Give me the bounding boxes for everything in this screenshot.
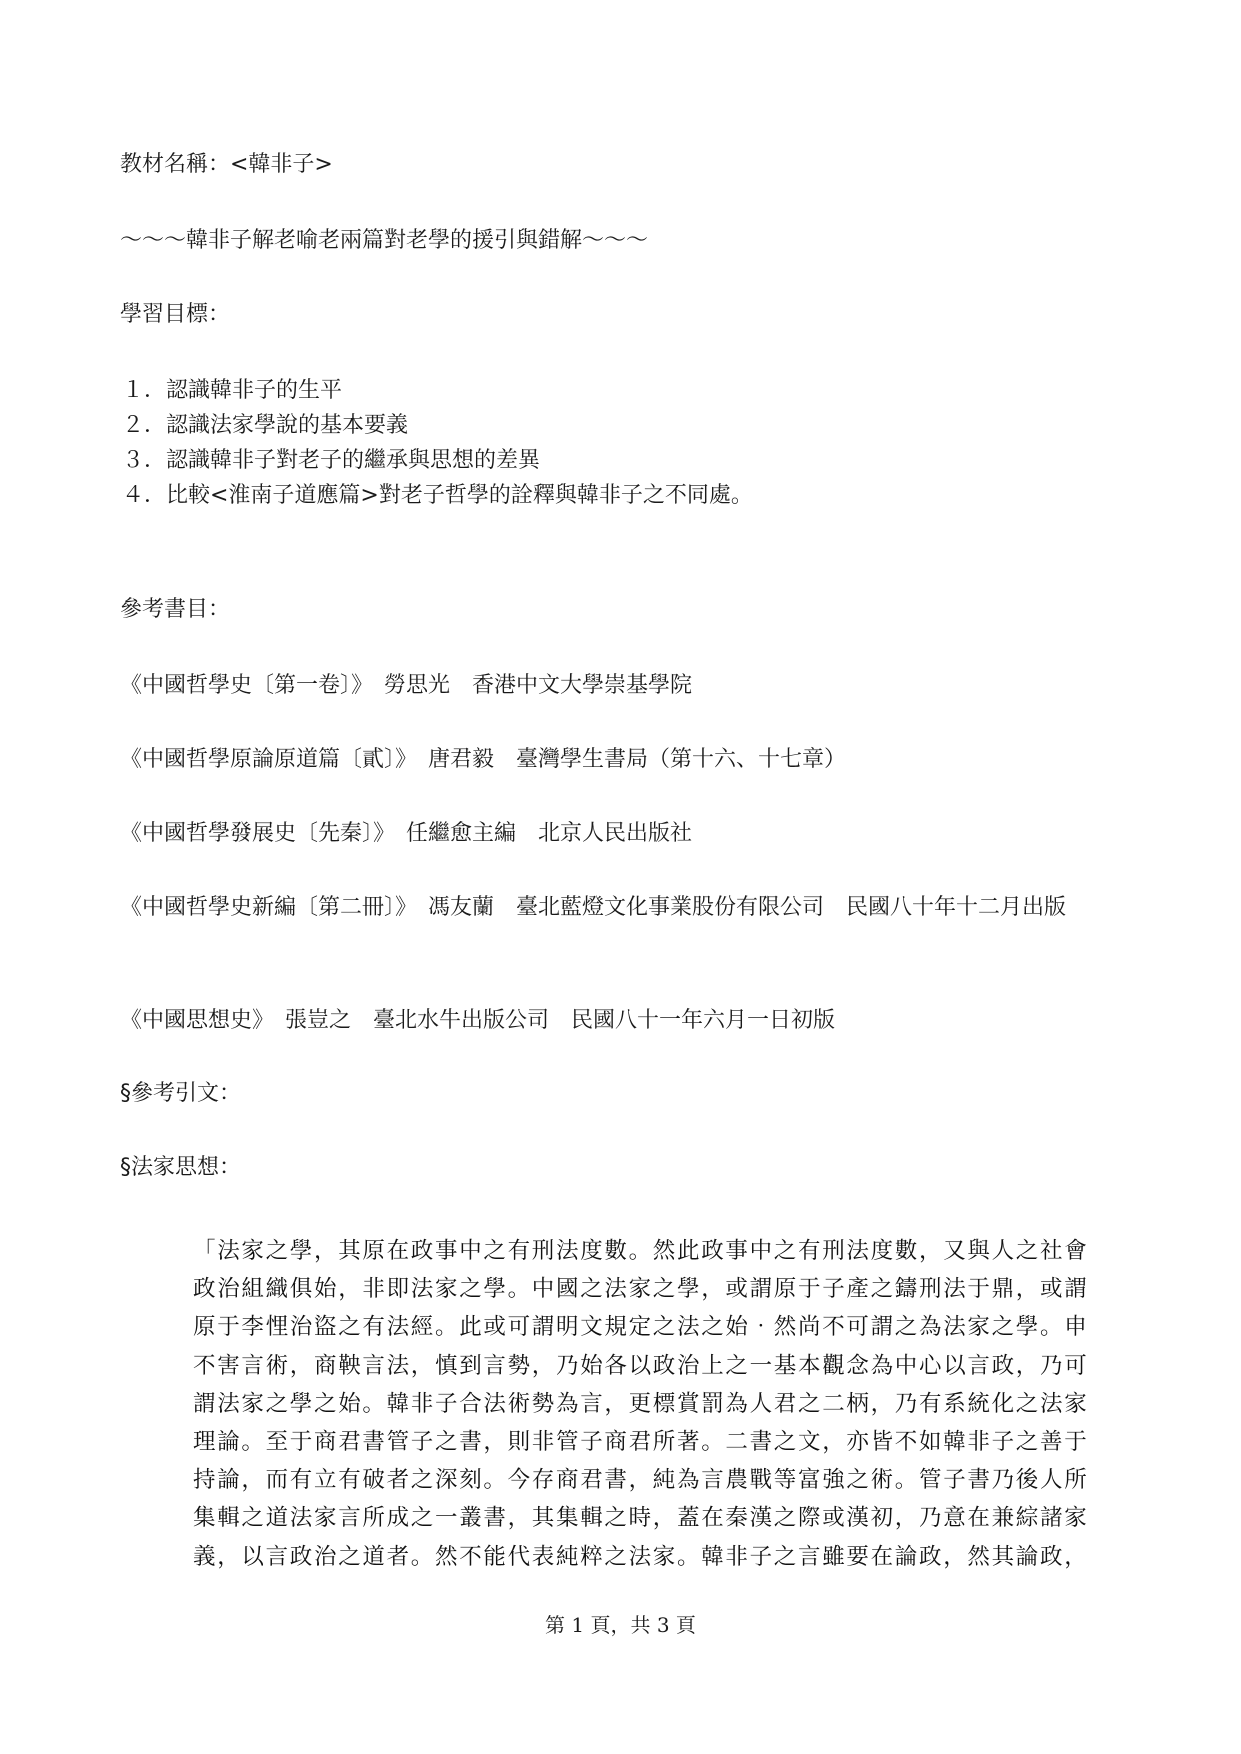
block-quote — [193, 1232, 1123, 1576]
legalism-heading: §法家思想： — [120, 1155, 242, 1180]
reference-item: 《中國哲學史〔第一卷〕》 勞思光 香港中文大學崇基學院 — [120, 673, 693, 698]
quote-line: 「法家之學，其原在政事中之有刑法度數。然此政事中之有刑法度數，又與人之社會 — [193, 1238, 1089, 1264]
citations-heading: §參考引文： — [120, 1081, 242, 1106]
reference-item: 《中國思想史》 張豈之 臺北水牛出版公司 民國八十一年六月一日初版 — [120, 1008, 836, 1033]
quote-line: 政治組織俱始，非即法家之學。中國之法家之學，或謂原于子產之鑄刑法于鼎，或謂 — [193, 1276, 1089, 1303]
quote-line: 義，以言政治之道者。然不能代表純粹之法家。韓非子之言雖要在論政，然其論政， — [193, 1543, 1089, 1570]
objective-item: ４．比較<淮南子道應篇>對老子哲學的詮釋與韓非子之不同處。 — [122, 483, 753, 508]
quote-line: 原于李悝治盜之有法經。此或可謂明文規定之法之始‧然尚不可謂之為法家之學。申 — [193, 1314, 1089, 1341]
references-heading: 參考書目： — [120, 597, 231, 622]
reference-item: 《中國哲學史新編〔第二冊〕》 馮友蘭 臺北藍燈文化事業股份有限公司 民國八十年十二月出版 — [120, 895, 1067, 920]
reference-item: 《中國哲學原論原道篇〔貳〕》 唐君毅 臺灣學生書局（第十六、十七章） — [120, 747, 847, 772]
document-subtitle: ～～～韓非子解老喻老兩篇對老學的援引與錯解～～～ — [120, 228, 649, 253]
textbook-title: 教材名稱：<韓非子> — [120, 152, 333, 177]
objectives-heading: 學習目標： — [120, 302, 231, 327]
reference-item: 《中國哲學發展史〔先秦〕》 任繼愈主編 北京人民出版社 — [120, 821, 693, 846]
quote-line: 謂法家之學之始。韓非子合法術勢為言，更標賞罰為人君之二柄，乃有系統化之法家 — [193, 1390, 1089, 1417]
objective-item: ３．認識韓非子對老子的繼承與思想的差異 — [122, 448, 541, 473]
quote-line: 集輯之道法家言所成之一叢書，其集輯之時，蓋在秦漢之際或漢初，乃意在兼綜諸家 — [193, 1505, 1089, 1532]
quote-line: 理論。至于商君書管子之書，則非管子商君所著。二書之文，亦皆不如韓非子之善于 — [193, 1429, 1089, 1456]
quote-line: 不害言術，商鞅言法，慎到言勢，乃始各以政治上之一基本觀念為中心以言政，乃可 — [193, 1352, 1089, 1379]
objective-item: １．認識韓非子的生平 — [122, 378, 343, 403]
quote-line: 持論，而有立有破者之深刻。今存商君書，純為言農戰等富強之術。管子書乃後人所 — [193, 1467, 1089, 1494]
objective-item: ２．認識法家學說的基本要義 — [122, 413, 409, 438]
page-footer: 第 1 頁，共 3 頁 — [545, 1613, 696, 1637]
